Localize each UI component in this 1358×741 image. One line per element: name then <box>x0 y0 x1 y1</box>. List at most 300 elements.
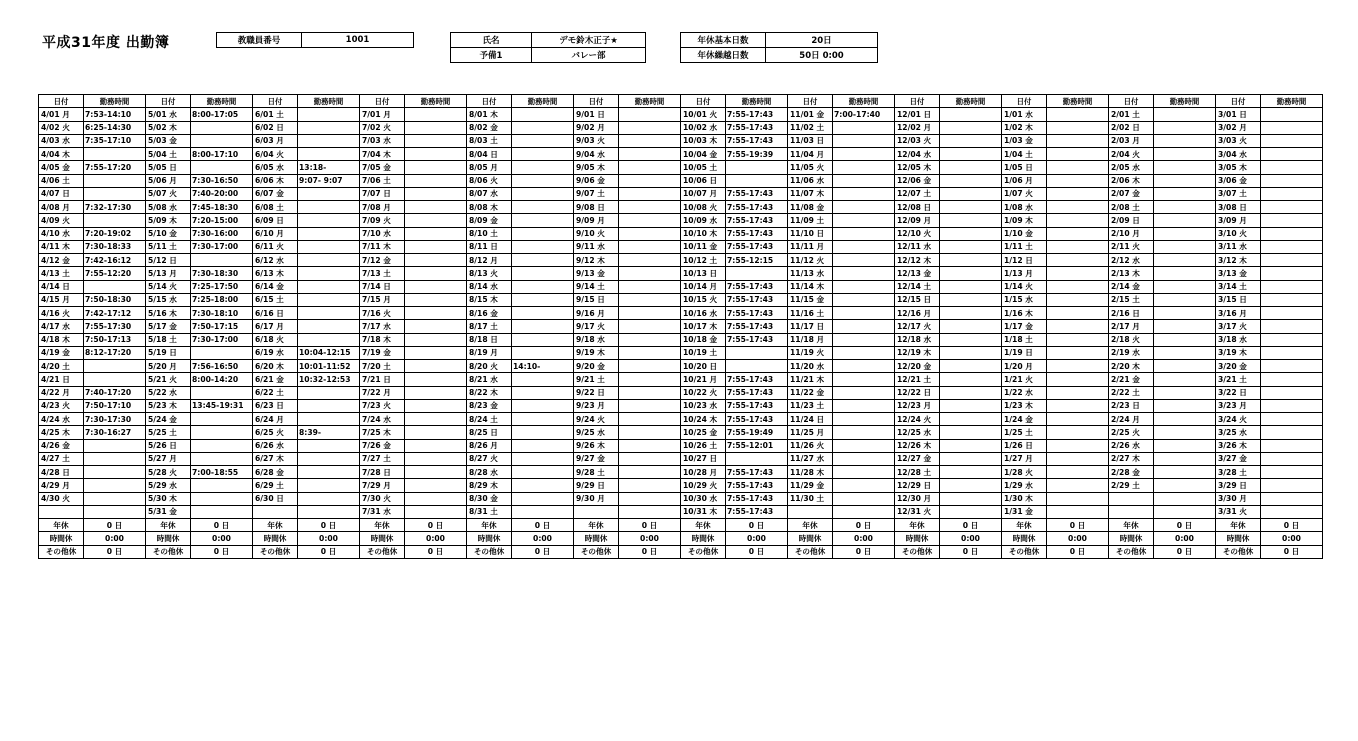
date-cell: 5/09 木 <box>146 214 191 227</box>
work-time-cell <box>405 479 467 492</box>
date-cell: 8/15 木 <box>467 293 512 306</box>
work-time-cell <box>1261 320 1323 333</box>
table-row <box>39 148 1323 161</box>
work-time-cell <box>512 227 574 240</box>
work-time-cell <box>833 134 895 147</box>
date-cell: 6/03 月 <box>253 134 298 147</box>
work-time-cell <box>1047 161 1109 174</box>
date-cell: 6/18 火 <box>253 333 298 346</box>
summary-value: 0:00 <box>1261 532 1323 545</box>
work-time-cell <box>512 492 574 505</box>
work-time-cell <box>512 399 574 412</box>
date-cell: 9/16 月 <box>574 307 619 320</box>
summary-value: 0 日 <box>619 519 681 532</box>
date-cell: 11/20 水 <box>788 360 833 373</box>
date-cell <box>1109 492 1154 505</box>
work-time-cell <box>619 479 681 492</box>
summary-label: その他休 <box>681 545 726 558</box>
date-cell: 1/03 金 <box>1002 134 1047 147</box>
date-cell: 12/22 日 <box>895 386 940 399</box>
work-time-cell <box>298 479 360 492</box>
work-time-cell <box>1261 108 1323 121</box>
date-cell: 6/21 金 <box>253 373 298 386</box>
work-time-cell <box>1261 466 1323 479</box>
date-cell: 3/02 月 <box>1216 121 1261 134</box>
work-time-cell <box>1261 174 1323 187</box>
date-cell: 6/07 金 <box>253 187 298 200</box>
date-cell: 10/19 土 <box>681 346 726 359</box>
spare-value: バレー部 <box>532 48 646 63</box>
work-time-cell <box>1154 346 1216 359</box>
summary-label: 年休 <box>253 519 298 532</box>
work-time-cell <box>1047 346 1109 359</box>
date-cell: 3/27 金 <box>1216 452 1261 465</box>
work-time-cell <box>940 386 1002 399</box>
summary-label: 時間休 <box>788 532 833 545</box>
work-time-cell: 7:55-17:43 <box>726 505 788 518</box>
work-time-cell <box>405 174 467 187</box>
date-cell: 1/28 火 <box>1002 466 1047 479</box>
work-time-cell <box>833 280 895 293</box>
summary-label: その他休 <box>146 545 191 558</box>
work-time-cell <box>298 121 360 134</box>
date-cell: 5/08 水 <box>146 201 191 214</box>
date-cell: 7/04 木 <box>360 148 405 161</box>
date-cell: 12/12 木 <box>895 254 940 267</box>
work-time-cell <box>298 280 360 293</box>
date-cell: 10/29 火 <box>681 479 726 492</box>
date-cell: 11/17 日 <box>788 320 833 333</box>
date-cell: 5/21 火 <box>146 373 191 386</box>
work-time-cell <box>1047 174 1109 187</box>
work-time-cell: 7:30-17:00 <box>191 240 253 253</box>
work-time-cell: 10:01-11:52 <box>298 360 360 373</box>
date-cell: 10/14 月 <box>681 280 726 293</box>
date-cell: 10/01 火 <box>681 108 726 121</box>
date-cell: 5/23 木 <box>146 399 191 412</box>
date-cell: 11/03 日 <box>788 134 833 147</box>
work-time-cell <box>1154 174 1216 187</box>
date-cell: 5/11 土 <box>146 240 191 253</box>
work-time-cell <box>512 505 574 518</box>
work-time-cell <box>512 161 574 174</box>
date-cell: 4/28 日 <box>39 466 84 479</box>
work-time-cell <box>298 267 360 280</box>
table-row <box>39 134 1323 147</box>
date-cell: 9/08 日 <box>574 201 619 214</box>
work-time-cell <box>405 320 467 333</box>
date-cell: 5/05 日 <box>146 161 191 174</box>
work-time-cell <box>512 426 574 439</box>
date-header: 日付 <box>39 95 84 108</box>
date-cell: 11/10 日 <box>788 227 833 240</box>
summary-label: その他休 <box>467 545 512 558</box>
date-cell: 12/04 水 <box>895 148 940 161</box>
date-cell: 5/17 金 <box>146 320 191 333</box>
table-row <box>39 399 1323 412</box>
date-cell: 5/07 火 <box>146 187 191 200</box>
work-time-cell <box>940 227 1002 240</box>
work-time-cell: 7:50-18:30 <box>84 293 146 306</box>
date-header: 日付 <box>1216 95 1261 108</box>
date-cell: 2/25 火 <box>1109 426 1154 439</box>
work-time-cell <box>619 492 681 505</box>
work-time-cell <box>512 108 574 121</box>
work-time-cell <box>1154 479 1216 492</box>
date-cell: 4/08 月 <box>39 201 84 214</box>
work-time-cell <box>405 360 467 373</box>
work-time-cell: 7:42-16:12 <box>84 254 146 267</box>
table-row <box>39 254 1323 267</box>
date-header: 日付 <box>788 95 833 108</box>
date-cell: 1/23 木 <box>1002 399 1047 412</box>
summary-label: 時間休 <box>467 532 512 545</box>
work-time-cell <box>833 267 895 280</box>
work-time-cell <box>298 254 360 267</box>
summary-value: 0:00 <box>1047 532 1109 545</box>
date-cell: 11/06 水 <box>788 174 833 187</box>
summary-value: 0 日 <box>940 519 1002 532</box>
work-time-cell <box>833 187 895 200</box>
work-time-header: 勤務時間 <box>1261 95 1323 108</box>
date-cell: 11/14 木 <box>788 280 833 293</box>
work-time-cell <box>940 505 1002 518</box>
date-cell: 1/22 水 <box>1002 386 1047 399</box>
work-time-cell: 8:00-17:10 <box>191 148 253 161</box>
date-cell: 2/26 水 <box>1109 439 1154 452</box>
work-time-cell <box>619 227 681 240</box>
date-cell: 2/12 水 <box>1109 254 1154 267</box>
date-cell: 11/23 土 <box>788 399 833 412</box>
work-time-cell <box>1047 293 1109 306</box>
work-time-cell <box>1047 505 1109 518</box>
work-time-cell <box>191 254 253 267</box>
date-cell: 4/23 火 <box>39 399 84 412</box>
work-time-cell <box>1261 333 1323 346</box>
date-cell: 3/11 水 <box>1216 240 1261 253</box>
date-cell: 5/26 日 <box>146 439 191 452</box>
summary-label: その他休 <box>895 545 940 558</box>
work-time-cell <box>619 307 681 320</box>
work-time-cell <box>619 254 681 267</box>
work-time-cell: 14:10- <box>512 360 574 373</box>
date-cell: 7/23 火 <box>360 399 405 412</box>
work-time-cell <box>619 174 681 187</box>
work-time-cell <box>833 399 895 412</box>
work-time-cell <box>833 148 895 161</box>
date-cell: 10/22 火 <box>681 386 726 399</box>
work-time-cell <box>940 280 1002 293</box>
summary-label: 年休 <box>895 519 940 532</box>
work-time-cell <box>940 187 1002 200</box>
date-cell: 1/12 日 <box>1002 254 1047 267</box>
date-cell: 12/09 月 <box>895 214 940 227</box>
summary-label: その他休 <box>574 545 619 558</box>
date-cell: 11/27 水 <box>788 452 833 465</box>
work-time-cell: 7:55-17:43 <box>726 479 788 492</box>
summary-value: 0:00 <box>191 532 253 545</box>
work-time-cell <box>619 293 681 306</box>
date-cell: 10/08 火 <box>681 201 726 214</box>
table-row <box>39 466 1323 479</box>
work-time-header: 勤務時間 <box>512 95 574 108</box>
date-cell: 6/13 木 <box>253 267 298 280</box>
date-cell: 12/11 水 <box>895 240 940 253</box>
work-time-cell <box>405 108 467 121</box>
work-time-header: 勤務時間 <box>940 95 1002 108</box>
date-cell: 12/10 火 <box>895 227 940 240</box>
date-cell: 12/13 金 <box>895 267 940 280</box>
date-cell: 3/19 木 <box>1216 346 1261 359</box>
work-time-cell <box>191 452 253 465</box>
work-time-cell <box>1261 452 1323 465</box>
table-row <box>39 293 1323 306</box>
work-time-cell: 7:30-18:10 <box>191 307 253 320</box>
date-cell: 5/29 水 <box>146 479 191 492</box>
date-cell: 12/05 木 <box>895 161 940 174</box>
date-cell: 1/17 金 <box>1002 320 1047 333</box>
summary-label: 年休 <box>1109 519 1154 532</box>
work-time-cell <box>1047 373 1109 386</box>
summary-value: 0 日 <box>1261 545 1323 558</box>
date-cell: 3/14 土 <box>1216 280 1261 293</box>
work-time-cell: 10:32-12:53 <box>298 373 360 386</box>
date-cell: 7/18 木 <box>360 333 405 346</box>
date-cell: 3/03 火 <box>1216 134 1261 147</box>
date-cell: 8/23 金 <box>467 399 512 412</box>
date-cell <box>253 505 298 518</box>
table-row <box>39 386 1323 399</box>
summary-value: 0:00 <box>1154 532 1216 545</box>
summary-value: 0 日 <box>726 519 788 532</box>
work-time-cell <box>191 479 253 492</box>
date-cell: 8/22 木 <box>467 386 512 399</box>
work-time-cell <box>833 413 895 426</box>
work-time-header: 勤務時間 <box>84 95 146 108</box>
work-time-cell <box>1261 307 1323 320</box>
work-time-cell <box>512 267 574 280</box>
date-cell: 9/21 土 <box>574 373 619 386</box>
date-cell: 9/25 水 <box>574 426 619 439</box>
work-time-cell <box>1154 426 1216 439</box>
work-time-cell <box>1047 121 1109 134</box>
date-cell: 3/22 日 <box>1216 386 1261 399</box>
work-time-cell: 7:30-16:50 <box>191 174 253 187</box>
work-time-cell <box>833 360 895 373</box>
work-time-cell <box>84 439 146 452</box>
work-time-cell <box>298 333 360 346</box>
work-time-cell <box>1047 386 1109 399</box>
work-time-cell: 7:42-17:12 <box>84 307 146 320</box>
date-cell: 3/12 木 <box>1216 254 1261 267</box>
work-time-cell: 7:30-18:33 <box>84 240 146 253</box>
work-time-cell: 7:55-12:15 <box>726 254 788 267</box>
date-cell: 4/14 日 <box>39 280 84 293</box>
work-time-cell <box>940 267 1002 280</box>
date-cell: 7/25 木 <box>360 426 405 439</box>
work-time-cell <box>940 174 1002 187</box>
work-time-cell: 7:55-17:43 <box>726 466 788 479</box>
work-time-cell <box>405 307 467 320</box>
work-time-cell <box>940 201 1002 214</box>
work-time-cell <box>940 466 1002 479</box>
date-cell: 4/24 水 <box>39 413 84 426</box>
work-time-cell <box>84 479 146 492</box>
employee-number-value: 1001 <box>302 33 414 48</box>
date-cell: 9/13 金 <box>574 267 619 280</box>
work-time-cell <box>84 214 146 227</box>
table-row <box>39 121 1323 134</box>
work-time-cell <box>298 466 360 479</box>
date-header: 日付 <box>467 95 512 108</box>
summary-value: 0 日 <box>512 519 574 532</box>
work-time-header: 勤務時間 <box>298 95 360 108</box>
work-time-cell <box>1047 360 1109 373</box>
date-cell: 12/02 月 <box>895 121 940 134</box>
date-cell: 4/11 木 <box>39 240 84 253</box>
date-cell: 4/17 水 <box>39 320 84 333</box>
work-time-cell: 7:55-17:43 <box>726 293 788 306</box>
work-time-cell: 9:07- 9:07 <box>298 174 360 187</box>
work-time-cell <box>512 134 574 147</box>
work-time-cell: 7:55-17:43 <box>726 134 788 147</box>
date-cell: 9/02 月 <box>574 121 619 134</box>
work-time-cell <box>1261 426 1323 439</box>
table-row <box>39 267 1323 280</box>
date-cell: 9/24 火 <box>574 413 619 426</box>
work-time-cell <box>512 439 574 452</box>
date-cell: 6/12 水 <box>253 254 298 267</box>
date-cell: 7/10 水 <box>360 227 405 240</box>
work-time-cell <box>1261 280 1323 293</box>
date-cell: 1/08 水 <box>1002 201 1047 214</box>
work-time-cell <box>298 386 360 399</box>
work-time-cell: 7:50-17:13 <box>84 333 146 346</box>
work-time-cell <box>619 360 681 373</box>
work-time-cell: 8:00-14:20 <box>191 373 253 386</box>
work-time-cell <box>940 479 1002 492</box>
work-time-cell <box>298 492 360 505</box>
work-time-cell <box>405 399 467 412</box>
date-cell <box>1109 505 1154 518</box>
date-cell: 3/30 月 <box>1216 492 1261 505</box>
summary-label: 年休 <box>574 519 619 532</box>
work-time-cell <box>1261 254 1323 267</box>
date-cell: 9/30 月 <box>574 492 619 505</box>
work-time-cell <box>191 439 253 452</box>
summary-label: その他休 <box>253 545 298 558</box>
summary-row <box>39 545 1323 558</box>
date-cell <box>788 505 833 518</box>
work-time-cell <box>1261 399 1323 412</box>
date-cell: 8/27 火 <box>467 452 512 465</box>
date-cell: 1/21 火 <box>1002 373 1047 386</box>
date-cell: 8/13 火 <box>467 267 512 280</box>
leave-days-box <box>680 32 878 63</box>
date-cell: 6/29 土 <box>253 479 298 492</box>
date-cell: 12/31 火 <box>895 505 940 518</box>
date-cell: 6/25 火 <box>253 426 298 439</box>
work-time-cell: 7:55-12:20 <box>84 267 146 280</box>
date-cell: 8/30 金 <box>467 492 512 505</box>
date-cell: 12/07 土 <box>895 187 940 200</box>
date-cell: 5/25 土 <box>146 426 191 439</box>
work-time-cell: 7:40-20:00 <box>191 187 253 200</box>
date-cell: 11/21 木 <box>788 373 833 386</box>
date-cell: 3/26 木 <box>1216 439 1261 452</box>
date-cell: 9/19 木 <box>574 346 619 359</box>
work-time-cell <box>1261 240 1323 253</box>
work-time-cell <box>512 121 574 134</box>
work-time-cell <box>405 240 467 253</box>
date-cell: 10/21 月 <box>681 373 726 386</box>
work-time-cell <box>405 148 467 161</box>
date-cell: 6/09 日 <box>253 214 298 227</box>
work-time-cell: 6:25-14:30 <box>84 121 146 134</box>
date-cell: 11/02 土 <box>788 121 833 134</box>
work-time-cell <box>405 386 467 399</box>
date-cell: 12/24 火 <box>895 413 940 426</box>
summary-value: 0:00 <box>619 532 681 545</box>
work-time-cell <box>1154 214 1216 227</box>
work-time-cell <box>512 346 574 359</box>
work-time-cell <box>833 174 895 187</box>
header-row <box>39 95 1323 108</box>
work-time-cell <box>940 121 1002 134</box>
summary-label: 年休 <box>681 519 726 532</box>
date-cell: 4/03 水 <box>39 134 84 147</box>
date-cell: 2/27 木 <box>1109 452 1154 465</box>
date-cell: 2/23 日 <box>1109 399 1154 412</box>
summary-label: その他休 <box>360 545 405 558</box>
date-cell: 12/28 土 <box>895 466 940 479</box>
date-cell: 12/16 月 <box>895 307 940 320</box>
date-cell: 11/28 木 <box>788 466 833 479</box>
work-time-cell <box>1154 386 1216 399</box>
date-cell: 1/25 土 <box>1002 426 1047 439</box>
work-time-cell: 13:18- <box>298 161 360 174</box>
date-cell: 11/26 火 <box>788 439 833 452</box>
work-time-cell <box>1154 399 1216 412</box>
date-cell: 9/05 木 <box>574 161 619 174</box>
date-cell: 3/23 月 <box>1216 399 1261 412</box>
work-time-cell <box>512 413 574 426</box>
work-time-cell: 7:55-17:43 <box>726 386 788 399</box>
work-time-cell <box>191 121 253 134</box>
date-cell: 11/16 土 <box>788 307 833 320</box>
work-time-cell <box>298 134 360 147</box>
date-cell: 7/27 土 <box>360 452 405 465</box>
date-cell: 9/12 木 <box>574 254 619 267</box>
date-cell: 4/10 水 <box>39 227 84 240</box>
date-cell: 1/04 土 <box>1002 148 1047 161</box>
date-cell: 7/28 日 <box>360 466 405 479</box>
date-cell: 6/04 火 <box>253 148 298 161</box>
work-time-cell: 7:32-17:30 <box>84 201 146 214</box>
work-time-cell: 7:56-16:50 <box>191 360 253 373</box>
work-time-cell <box>1154 505 1216 518</box>
work-time-cell <box>1261 214 1323 227</box>
date-cell: 9/17 火 <box>574 320 619 333</box>
date-cell: 1/20 月 <box>1002 360 1047 373</box>
work-time-cell <box>1154 333 1216 346</box>
work-time-cell <box>512 333 574 346</box>
date-cell: 8/01 木 <box>467 108 512 121</box>
work-time-cell: 7:30-16:27 <box>84 426 146 439</box>
work-time-cell: 7:55-17:43 <box>726 121 788 134</box>
date-cell: 6/02 日 <box>253 121 298 134</box>
date-cell: 5/28 火 <box>146 466 191 479</box>
